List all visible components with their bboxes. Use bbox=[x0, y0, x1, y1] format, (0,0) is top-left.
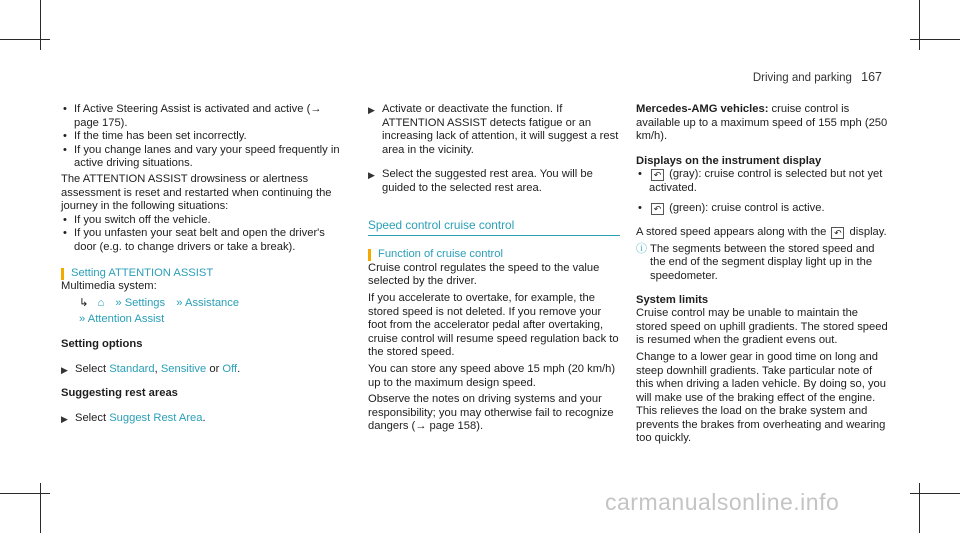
column-left bbox=[61, 103, 346, 425]
paragraph: Observe the notes on driving systems and your responsibility; you may otherwise fail to recognize dangers (→ page 158). bbox=[368, 393, 614, 433]
step-item: ▶ Select Suggest Rest Area. bbox=[61, 412, 346, 426]
bullet-text: (green): cruise control is active. bbox=[669, 201, 825, 214]
cruise-control-icon: ↶ bbox=[831, 227, 844, 239]
option-off[interactable]: Off bbox=[222, 362, 238, 375]
bullet-item bbox=[636, 202, 888, 216]
option-standard[interactable]: Standard bbox=[109, 362, 155, 375]
column-right bbox=[636, 103, 888, 446]
path-separator-icon: » bbox=[79, 313, 86, 326]
menu-attention-assist[interactable]: Attention Assist bbox=[87, 313, 165, 326]
page-header-title: Driving and parking bbox=[752, 72, 852, 84]
section-title: Speed control cruise control bbox=[368, 219, 620, 237]
amg-label: Mercedes-AMG vehicles: bbox=[636, 103, 769, 115]
info-text: The segments between the stored speed and the end of the segment display light up in the speedometer. bbox=[650, 242, 875, 282]
subheading: System limits bbox=[636, 293, 709, 306]
step-icon: ▶ bbox=[61, 413, 68, 424]
menu-path bbox=[61, 297, 346, 311]
section-heading: Setting ATTENTION ASSIST bbox=[61, 267, 346, 281]
stored-text-pre: A stored speed appears along with the bbox=[636, 226, 827, 239]
path-separator-icon: » bbox=[115, 296, 122, 309]
crop-mark bbox=[0, 39, 50, 40]
subheading: Setting options bbox=[61, 337, 143, 350]
bullet-item: • If you change lanes and vary your speed frequently in active driving situations. bbox=[61, 144, 346, 171]
paragraph: Change to a lower gear in good time on long and steep downhill gradients. Take particular note of this when driving a laden vehicle. By doing so, you will make use of the braking effect of the engine. This relieves the load on the brake system and prevents the brakes from overheating and wearing too quickly. bbox=[636, 350, 887, 445]
step-item bbox=[368, 103, 620, 157]
step-text: Activate or deactivate the function. If ATTENTION ASSIST detects fatigue or an increasing lack of attention, it will suggest a rest area in the vicinity. bbox=[382, 103, 619, 156]
paragraph: If you accelerate to overtake, for example, the stored speed is not deleted. If you remove your foot from the accelerator pedal after overtaking, cruise control will resume speed regulation back to the stored speed. bbox=[368, 291, 619, 359]
path-arrow-icon: ↳ bbox=[79, 296, 89, 309]
crop-mark bbox=[910, 39, 960, 40]
paragraph: You can store any speed above 15 mph (20 km/h) up to the maximum design speed. bbox=[368, 362, 616, 389]
page-number: 167 bbox=[861, 70, 882, 84]
menu-settings[interactable]: Settings bbox=[124, 296, 166, 309]
cruise-control-icon: ↶ bbox=[651, 203, 664, 215]
cruise-control-icon: ↶ bbox=[651, 169, 664, 181]
step-icon: ▶ bbox=[61, 364, 68, 375]
paragraph bbox=[636, 103, 888, 144]
path-separator-icon: » bbox=[176, 296, 183, 309]
page-header bbox=[753, 71, 882, 86]
crop-mark bbox=[0, 493, 50, 494]
paragraph: The ATTENTION ASSIST drowsiness or alertness assessment is reset and restarted when continuing the journey in the following situations: bbox=[61, 172, 332, 213]
stored-text-post: display. bbox=[849, 226, 887, 239]
multimedia-label: Multimedia system: bbox=[61, 280, 157, 293]
home-icon[interactable]: ⌂ bbox=[97, 296, 105, 309]
crop-mark bbox=[40, 483, 41, 533]
info-note bbox=[636, 243, 888, 284]
crop-mark bbox=[919, 483, 920, 533]
step-item: ▶ Select Standard, Sensitive or Off. bbox=[61, 363, 346, 377]
crop-mark bbox=[910, 493, 960, 494]
bullet-item: • If Active Steering Assist is activated and active (→ page 175). bbox=[61, 103, 346, 130]
select-prefix: Select bbox=[75, 411, 107, 424]
paragraph: Cruise control may be unable to maintain the stored speed on uphill gradients. The stored speed is resumed when the gradient evens out. bbox=[636, 307, 888, 347]
bullet-item bbox=[636, 168, 888, 195]
option-sensitive[interactable]: Sensitive bbox=[160, 362, 207, 375]
bullet-text: (gray): cruise control is selected but not yet activated. bbox=[649, 168, 883, 194]
menu-path-line2 bbox=[61, 313, 346, 327]
paragraph bbox=[636, 226, 888, 240]
bullet-item: • If the time has been set incorrectly. bbox=[61, 130, 346, 144]
section-heading: Function of cruise control bbox=[368, 248, 620, 262]
bullet-item: • If you switch off the vehicle. bbox=[61, 214, 346, 228]
column-middle bbox=[368, 103, 620, 434]
menu-assistance[interactable]: Assistance bbox=[184, 296, 240, 309]
bullet-item: • If you unfasten your seat belt and open the driver's door (e.g. to change drivers or take a break). bbox=[61, 227, 346, 254]
step-item bbox=[368, 168, 620, 195]
step-icon: ▶ bbox=[368, 170, 375, 181]
subheading: Suggesting rest areas bbox=[61, 387, 178, 400]
option-suggest-rest-area[interactable]: Suggest Rest Area bbox=[109, 411, 203, 424]
info-icon: ⓘ bbox=[636, 242, 647, 255]
select-prefix: Select bbox=[75, 362, 107, 375]
crop-mark bbox=[40, 0, 41, 50]
step-icon: ▶ bbox=[368, 105, 375, 115]
watermark: carmanualsonline.info bbox=[605, 489, 840, 515]
subheading: Displays on the instrument display bbox=[636, 154, 822, 167]
crop-mark bbox=[919, 0, 920, 50]
or-word: or bbox=[209, 362, 220, 375]
step-text: Select the suggested rest area. You will be guided to the selected rest area. bbox=[382, 168, 593, 194]
paragraph: Cruise control regulates the speed to the value selected by the driver. bbox=[368, 261, 600, 288]
amg-text: cruise control is available up to a maximum speed of 155 mph (250 km/h). bbox=[636, 103, 888, 143]
